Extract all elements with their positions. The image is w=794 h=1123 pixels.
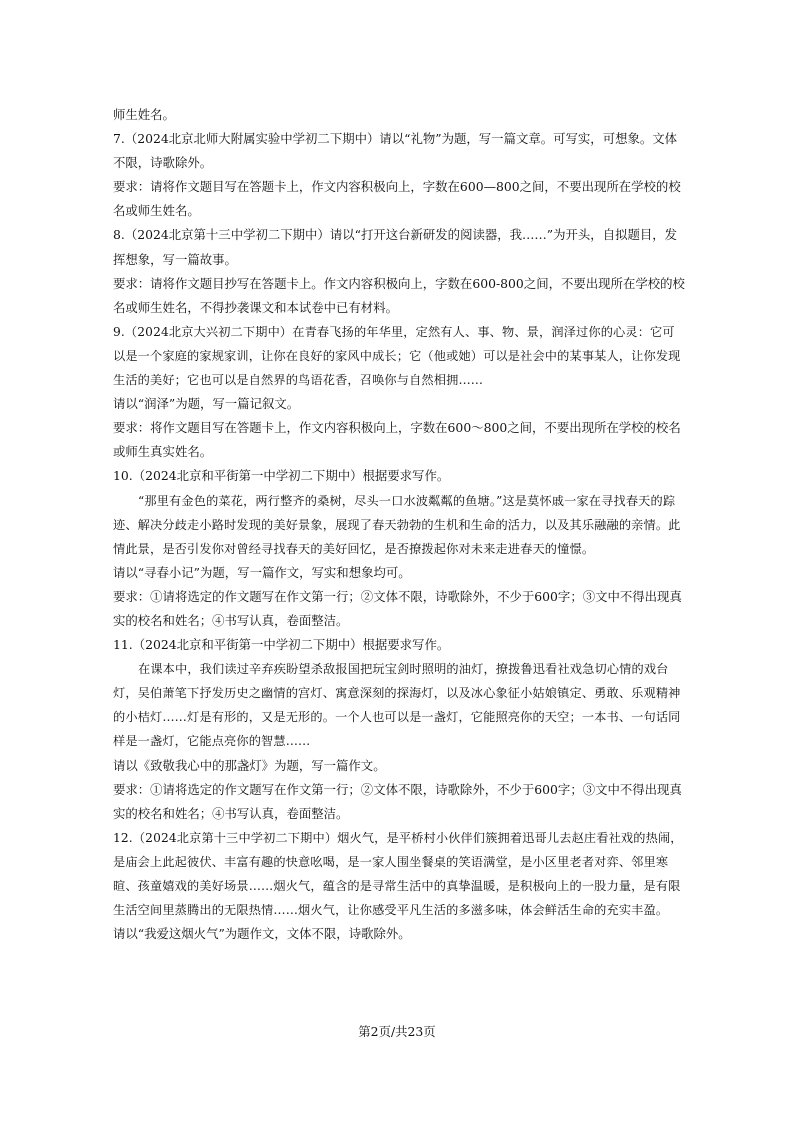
q10-prompt: 10.（2024北京和平街第一中学初二下期中）根据要求写作。 bbox=[113, 468, 450, 484]
q9-prompt: 9.（2024北京大兴初二下期中）在青春飞扬的年华里，定然有人、事、物、景，润泽过你的心灵：它可以是一个家庭的家规家训，让你在良好的家风中成长；它（他或她）可以是社会中的某事某人，让你发现生活的美好；它也可以是自然界的鸟语花香，召唤你与自然相拥…… bbox=[113, 324, 681, 388]
q9-instruction: 请以“润泽”为题，写一篇记叙文。 bbox=[113, 396, 300, 412]
page-number: 第2页/共23页 bbox=[358, 1024, 436, 1039]
continued-text: 师生姓名。 bbox=[113, 107, 175, 122]
q11-requirements: 要求：①请将选定的作文题写在作文第一行；②文体不限，诗歌除外，不少于600字；③文中不得出现真实的校名和姓名；④书写认真，卷面整洁。 bbox=[113, 781, 682, 821]
q10-instruction: 请以“寻春小记”为题，写一篇作文，写实和想象均可。 bbox=[113, 564, 411, 580]
q11-instruction: 请以《致敬我心中的那盏灯》为题，写一篇作文。 bbox=[113, 757, 386, 773]
page-content bbox=[113, 103, 685, 946]
q9-requirements: 要求：将作文题目写在答题卡上，作文内容积极向上，字数在600～800之间，不要出现所在学校的校名或师生真实姓名。 bbox=[113, 420, 681, 460]
q12-prompt: 12.（2024北京第十三中学初二下期中）烟火气，是平桥村小伙伴们簇拥着迅哥儿去赵庄看社戏的热闹，是庙会上此起彼伏、丰富有趣的快意吆喝，是一家人围坐餐桌的笑语满堂，是小区里老者对弈、邻里寒暄、孩童嬉戏的美好场景……烟火气，蕴含的是寻常生活中的真挚温暖，是积极向上的一股力量，是有限生活空间里蒸腾出的无限热情……烟火气，让你感受平凡生活的多滋多味，体会鲜活生命的充实丰盈。 bbox=[113, 830, 683, 918]
q12-instruction: 请以“我爱这烟火气”为题作文，文体不限，诗歌除外。 bbox=[113, 926, 411, 942]
q7-prompt: 7.（2024北京北师大附属实验中学初二下期中）请以“礼物”为题，写一篇文章。可写实，可想象。文体不限，诗歌除外。 bbox=[113, 131, 678, 171]
q8-prompt: 8.（2024北京第十三中学初二下期中）请以“打开这台新研发的阅读器，我……”为开头，自拟题目，发挥想象，写一篇故事。 bbox=[113, 227, 678, 267]
q11-prompt: 11.（2024北京和平街第一中学初二下期中）根据要求写作。 bbox=[113, 637, 450, 653]
q10-material: “那里有金色的菜花，两行整齐的桑树，尽头一口水波粼粼的鱼塘。”这是莫怀戚一家在寻找春天的踪迹、解决分歧走小路时发现的美好景象，展现了春天勃勃的生机和生命的活力，以及其乐融融的亲情。此情此景，是否引发你对曾经寻找春天的美好回忆，是否撩拨起你对未来走进春天的憧憬。 bbox=[113, 493, 681, 556]
q8-requirements: 要求：请将作文题目抄写在答题卡上。作文内容积极向上，字数在600-800之间，不要出现所在学校的校名或师生姓名，不得抄袭课文和本试卷中已有材料。 bbox=[113, 275, 685, 315]
q11-material: 在课本中，我们读过辛弃疾盼望杀敌报国把玩宝剑时照明的油灯，撩拨鲁迅看社戏急切心情的戏台灯，吴伯萧笔下抒发历史之幽情的宫灯、寓意深刻的探海灯，以及冰心象征小姑娘镇定、勇敢、乐观精神的小桔灯……灯是有形的，又是无形的。一个人也可以是一盏灯，它能照亮你的天空；一本书、一句话同样是一盏灯，它能点亮你的智慧…… bbox=[113, 662, 681, 749]
q7-requirements: 要求：请将作文题目写在答题卡上，作文内容积极向上，字数在600—800之间，不要出现所在学校的校名或师生姓名。 bbox=[113, 179, 681, 219]
q10-requirements: 要求：①请将选定的作文题写在作文第一行；②文体不限，诗歌除外，不少于600字；③文中不得出现真实的校名和姓名；④书写认真，卷面整洁。 bbox=[113, 588, 682, 628]
